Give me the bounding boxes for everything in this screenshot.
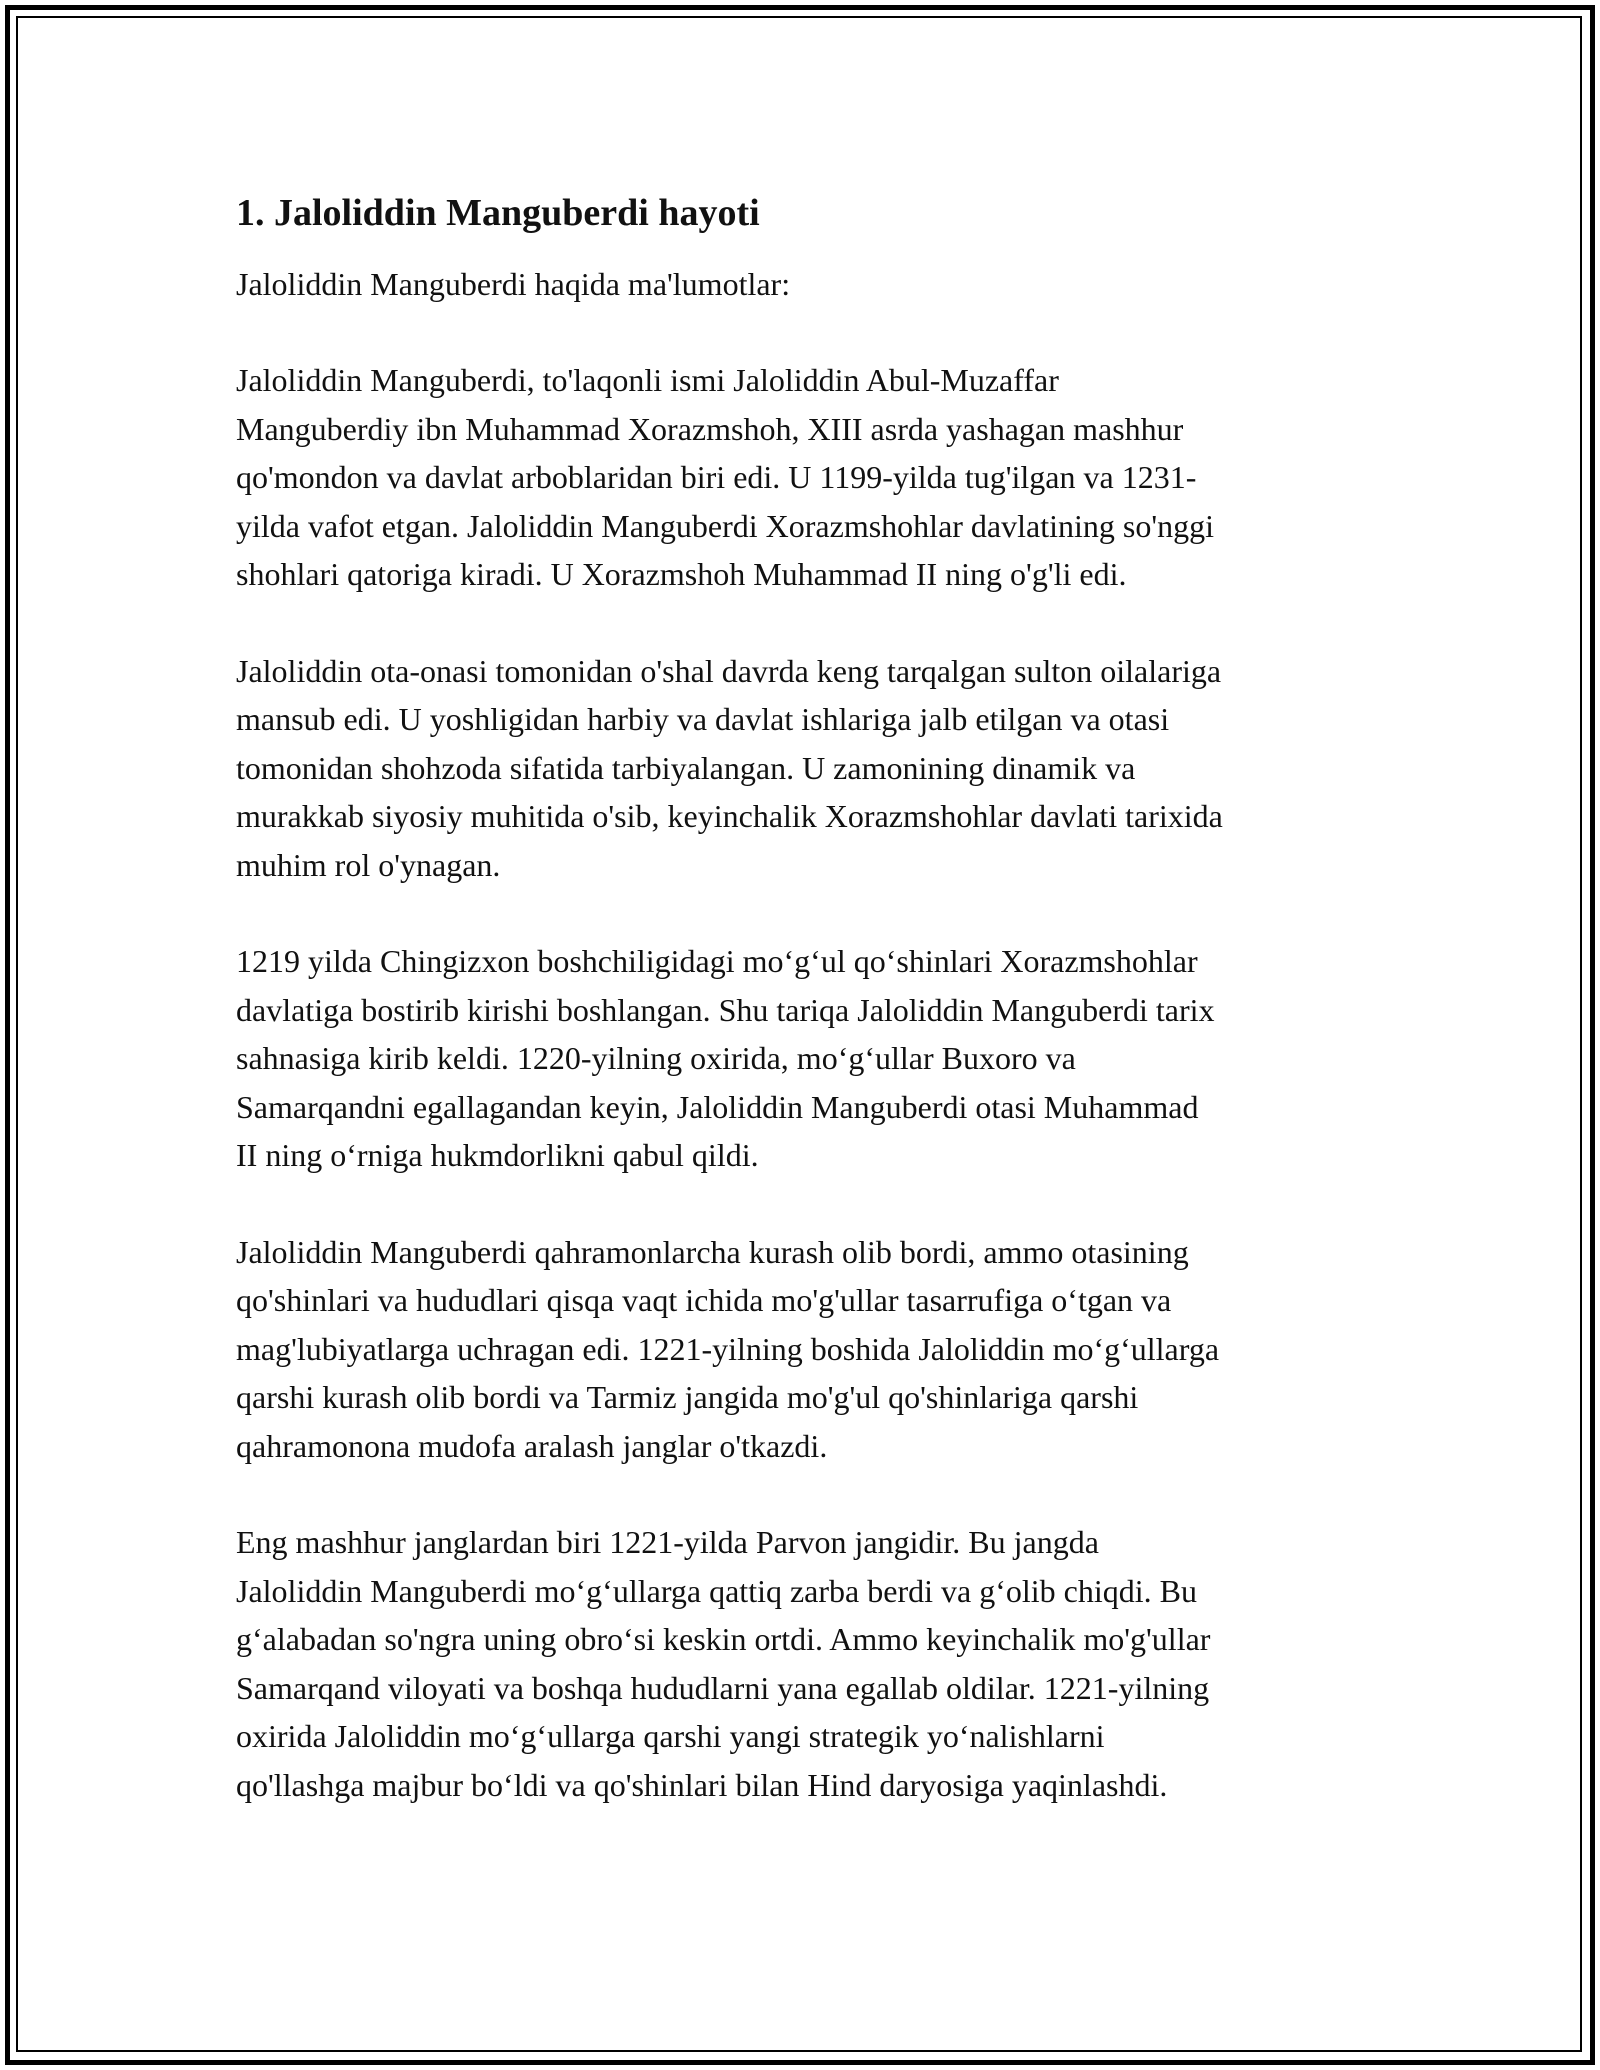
paragraph-line: qo'shinlari va hududlari qisqa vaqt ichida mo'g'ullar tasarrufiga o‘tgan va (236, 1282, 1172, 1318)
paragraph-line: sahnasiga kirib keldi. 1220-yilning oxirida, mo‘g‘ullar Buxoro va (236, 1040, 1076, 1076)
paragraph-line: shohlari qatoriga kiradi. U Xorazmshoh Muhammad II ning o'g'li edi. (236, 556, 1127, 592)
paragraph-1 (236, 356, 1386, 599)
document-body (236, 188, 1386, 1857)
paragraph-line: 1219 yilda Chingizxon boshchiligidagi mo‘g‘ul qo‘shinlari Xorazmshohlar (236, 943, 1198, 979)
paragraph-line: Jaloliddin Manguberdi qahramonlarcha kurash olib bordi, ammo otasining (236, 1233, 1189, 1270)
paragraph-line: g‘alabadan so'ngra uning obro‘si keskin ortdi. Ammo keyinchalik mo'g'ullar (236, 1621, 1211, 1657)
paragraph-line: qarshi kurash olib bordi va Tarmiz jangida mo'g'ul qo'shinlariga qarshi (236, 1379, 1139, 1415)
paragraph-line: Eng mashhur janglardan biri 1221-yilda Parvon jangidir. Bu jangda (236, 1524, 1099, 1560)
paragraph-line: Jaloliddin ota-onasi tomonidan o'shal davrda keng tarqalgan sulton oilalariga (236, 652, 1222, 689)
paragraph-line: davlatiga bostirib kirishi boshlangan. Shu tariqa Jaloliddin Manguberdi tarix (236, 991, 1215, 1028)
paragraph-3 (236, 937, 1386, 1180)
paragraph-line: muhim rol o'ynagan. (236, 846, 501, 883)
paragraph-line: Jaloliddin Manguberdi mo‘g‘ullarga qattiq zarba berdi va g‘olib chiqdi. Bu (236, 1572, 1197, 1609)
paragraph-line: oxirida Jaloliddin mo‘g‘ullarga qarshi yangi strategik yo‘nalishlarni (236, 1718, 1105, 1754)
paragraph-line: mansub edi. U yoshligidan harbiy va davlat ishlariga jalb etilgan va otasi (236, 701, 1170, 737)
paragraph-line: murakkab siyosiy muhitida o'sib, keyinchalik Xorazmshohlar davlati tarixida (236, 798, 1223, 834)
paragraph-line: tomonidan shohzoda sifatida tarbiyalangan. U zamonining dinamik va (236, 749, 1136, 786)
paragraph-line: Manguberdiy ibn Muhammad Xorazmshoh, XIII asrda yashagan mashhur (236, 410, 1184, 447)
paragraph-line: qo'mondon va davlat arboblaridan biri edi. U 1199-yilda tug'ilgan va 1231- (236, 459, 1197, 495)
paragraph-line: II ning o‘rniga hukmdorlikni qabul qildi. (236, 1137, 759, 1173)
paragraph-line: mag'lubiyatlarga uchragan edi. 1221-yilning boshida Jaloliddin mo‘g‘ullarga (236, 1330, 1220, 1367)
paragraph-5 (236, 1518, 1386, 1809)
paragraph-4 (236, 1228, 1386, 1471)
paragraph-line: Jaloliddin Manguberdi, to'laqonli ismi Jaloliddin Abul-Muzaffar (236, 362, 1059, 398)
page-title: 1. Jaloliddin Manguberdi hayoti (236, 192, 760, 234)
paragraph-line: yilda vafot etgan. Jaloliddin Manguberdi Xorazmshohlar davlatining so'nggi (236, 507, 1214, 544)
intro-text: Jaloliddin Manguberdi haqida ma'lumotlar: (236, 266, 791, 302)
paragraph-line: Samarqand viloyati va boshqa hududlarni yana egallab oldilar. 1221-yilning (236, 1669, 1210, 1706)
paragraph-line: qahramonona mudofa aralash janglar o'tkazdi. (236, 1427, 828, 1464)
paragraph-line: qo'llashga majbur bo‘ldi va qo'shinlari bilan Hind daryosiga yaqinlashdi. (236, 1766, 1168, 1803)
paragraph-line: Samarqandni egallagandan keyin, Jaloliddin Manguberdi otasi Muhammad (236, 1088, 1199, 1125)
paragraph-2 (236, 647, 1386, 890)
